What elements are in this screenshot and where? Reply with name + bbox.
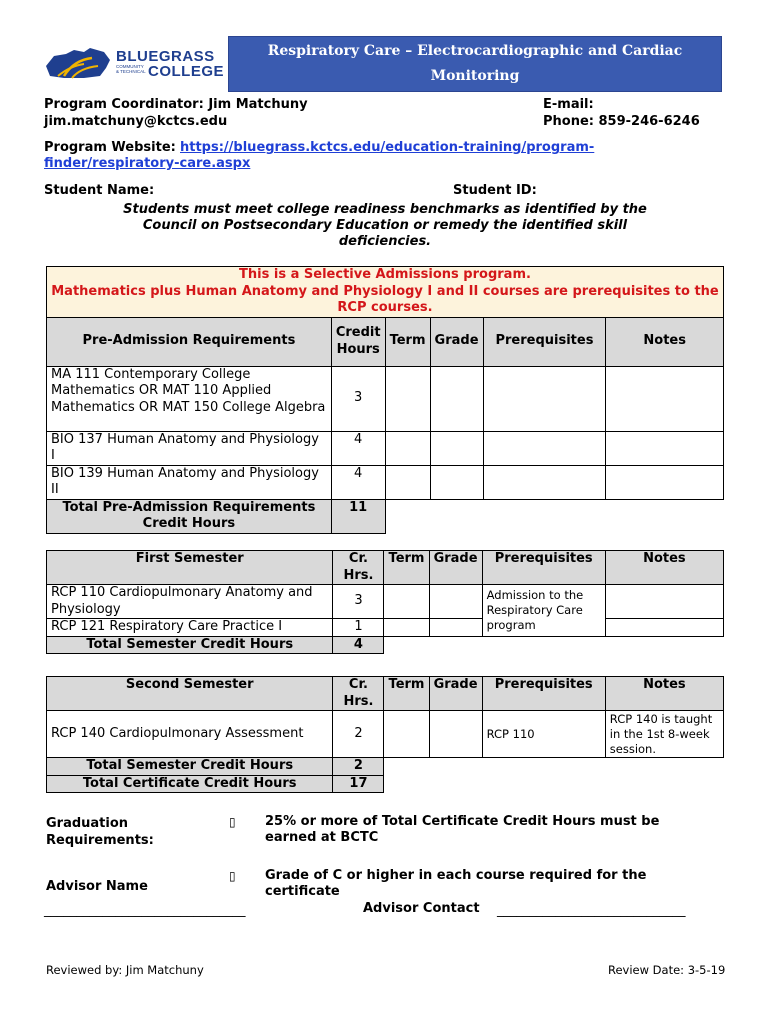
graduation-label: Graduation Requirements: (46, 816, 154, 848)
course-cell: BIO 137 Human Anatomy and Physiology I (47, 431, 332, 465)
student-name-label: Student Name: (44, 183, 155, 198)
hours-cell: 4 (331, 431, 385, 465)
notes-cell: RCP 140 is taught in the 1st 8-week session. (605, 711, 723, 758)
grade-cell[interactable] (430, 431, 483, 465)
header-prerequisites: Prerequisites (482, 551, 605, 585)
hours-cell: 1 (333, 619, 384, 637)
term-cell[interactable] (385, 366, 430, 431)
reviewed-by: Reviewed by: Jim Matchuny (46, 963, 204, 977)
second-semester-total-label: Total Semester Credit Hours (47, 758, 333, 776)
title-line-1: Respiratory Care – Electrocardiographic and Cardiac Monitoring (267, 43, 683, 84)
website-label: Program Website: (44, 140, 176, 155)
advisor-name-field[interactable]: _______________________________ (44, 903, 246, 918)
selective-line-2: Mathematics plus Human Anatomy and Physiology I and II courses are prerequisites to the RCP courses. (51, 283, 719, 315)
notes-cell (606, 465, 724, 499)
logo-name-2: COLLEGE (148, 63, 225, 80)
table-row (47, 619, 724, 637)
graduation-requirement-2: Grade of C or higher in each course required for the certificate (265, 868, 647, 899)
header-pre-admission: Pre-Admission Requirements (47, 317, 332, 366)
table-row (47, 431, 724, 465)
header-term: Term (384, 677, 429, 711)
hours-cell: 3 (333, 585, 384, 619)
header-term: Term (384, 551, 429, 585)
hours-cell: 3 (331, 366, 385, 431)
title-line-2: Technician Certificate (388, 93, 562, 109)
grade-cell[interactable] (429, 619, 482, 637)
course-cell: RCP 140 Cardiopulmonary Assessment (47, 711, 333, 758)
selective-line-1: This is a Selective Admissions program. (239, 267, 531, 282)
course-cell: RCP 110 Cardiopulmonary Anatomy and Physiology (47, 585, 333, 619)
prereq-cell (483, 431, 606, 465)
header-grade: Grade (430, 317, 483, 366)
pre-admission-total-label: Total Pre-Admission Requirements Credit Hours (47, 499, 332, 533)
prereq-cell (483, 366, 606, 431)
bullet-icon: ▯ (229, 815, 236, 829)
first-semester-table (46, 550, 724, 654)
grade-cell[interactable] (430, 366, 483, 431)
header-term: Term (385, 317, 430, 366)
second-semester-total: 2 (333, 758, 384, 776)
header-notes: Notes (605, 677, 723, 711)
notes-cell (606, 431, 724, 465)
header-notes: Notes (606, 317, 724, 366)
phone-number: 859-246-6246 (598, 114, 700, 129)
hours-cell: 2 (333, 711, 384, 758)
student-id-label: Student ID: (453, 183, 537, 198)
coordinator-email[interactable]: jim.matchuny@kctcs.edu (44, 114, 228, 129)
first-semester-total-label: Total Semester Credit Hours (47, 636, 333, 654)
table-row (47, 465, 724, 499)
header-cr-hrs: Cr. Hrs. (333, 677, 384, 711)
coordinator-label: Program Coordinator: (44, 97, 204, 112)
header-cr-hrs: Cr. Hrs. (333, 551, 384, 585)
header-prerequisites: Prerequisites (482, 677, 605, 711)
certificate-total: 17 (333, 775, 384, 793)
advisor-contact-field[interactable]: _____________________________ (497, 903, 686, 918)
header-second-semester: Second Semester (47, 677, 333, 711)
course-cell: BIO 139 Human Anatomy and Physiology II (47, 465, 332, 499)
website-link-1[interactable]: https://bluegrass.kctcs.edu/education-training/program- (180, 140, 595, 155)
term-cell[interactable] (385, 431, 430, 465)
table-row (47, 585, 724, 619)
review-date: Review Date: 3-5-19 (608, 963, 726, 977)
website-link-2[interactable]: finder/respiratory-care.aspx (44, 156, 251, 171)
course-cell: RCP 121 Respiratory Care Practice I (47, 619, 333, 637)
grade-cell[interactable] (429, 585, 482, 619)
grade-cell[interactable] (429, 711, 482, 758)
certificate-total-label: Total Certificate Credit Hours (47, 775, 333, 793)
header-first-semester: First Semester (47, 551, 333, 585)
pre-admission-table (46, 266, 724, 534)
notes-cell (606, 366, 724, 431)
table-row (47, 366, 724, 431)
prereq-cell (483, 465, 606, 499)
pre-admission-total: 11 (331, 499, 385, 533)
prereq-cell: RCP 110 (482, 711, 605, 758)
first-semester-total: 4 (333, 636, 384, 654)
term-cell[interactable] (385, 465, 430, 499)
coordinator-line (44, 97, 308, 113)
program-website (44, 140, 684, 172)
logo-subtitle: COMMUNITY & TECHNICAL (116, 64, 146, 74)
advisor-contact-label: Advisor Contact (363, 901, 480, 916)
header-credit-hours: Credit Hours (331, 317, 385, 366)
hours-cell: 4 (331, 465, 385, 499)
email-label: E-mail: (543, 97, 594, 112)
notes-cell (605, 585, 723, 619)
coordinator-name: Jim Matchuny (208, 97, 308, 112)
header-grade: Grade (429, 551, 482, 585)
advisor-name-label: Advisor Name (46, 879, 148, 894)
bullet-icon: ▯ (229, 869, 236, 883)
selective-banner (47, 267, 724, 318)
header-prerequisites: Prerequisites (483, 317, 606, 366)
phone-line (543, 114, 700, 130)
table-row (47, 711, 724, 758)
college-logo (44, 46, 225, 86)
header-notes: Notes (605, 551, 723, 585)
graduation-requirement-1: 25% or more of Total Certificate Credit Hours must be earned at BCTC (265, 814, 660, 845)
second-semester-table (46, 676, 724, 793)
term-cell[interactable] (384, 619, 429, 637)
phone-label: Phone: (543, 114, 594, 129)
notes-cell (605, 619, 723, 637)
prereq-cell: Admission to the Respiratory Care program (482, 585, 605, 637)
readiness-notice: Students must meet college readiness benchmarks as identified by the Council on Postsecondary Education or remedy the identified skill deficiencies. (123, 202, 647, 249)
logo-name: BLUEGRASS (116, 48, 215, 65)
header-grade: Grade (429, 677, 482, 711)
term-cell[interactable] (384, 711, 429, 758)
term-cell[interactable] (384, 585, 429, 619)
course-cell: MA 111 Contemporary College Mathematics OR MAT 110 Applied Mathematics OR MAT 150 College Algebra (47, 366, 332, 431)
grade-cell[interactable] (430, 465, 483, 499)
